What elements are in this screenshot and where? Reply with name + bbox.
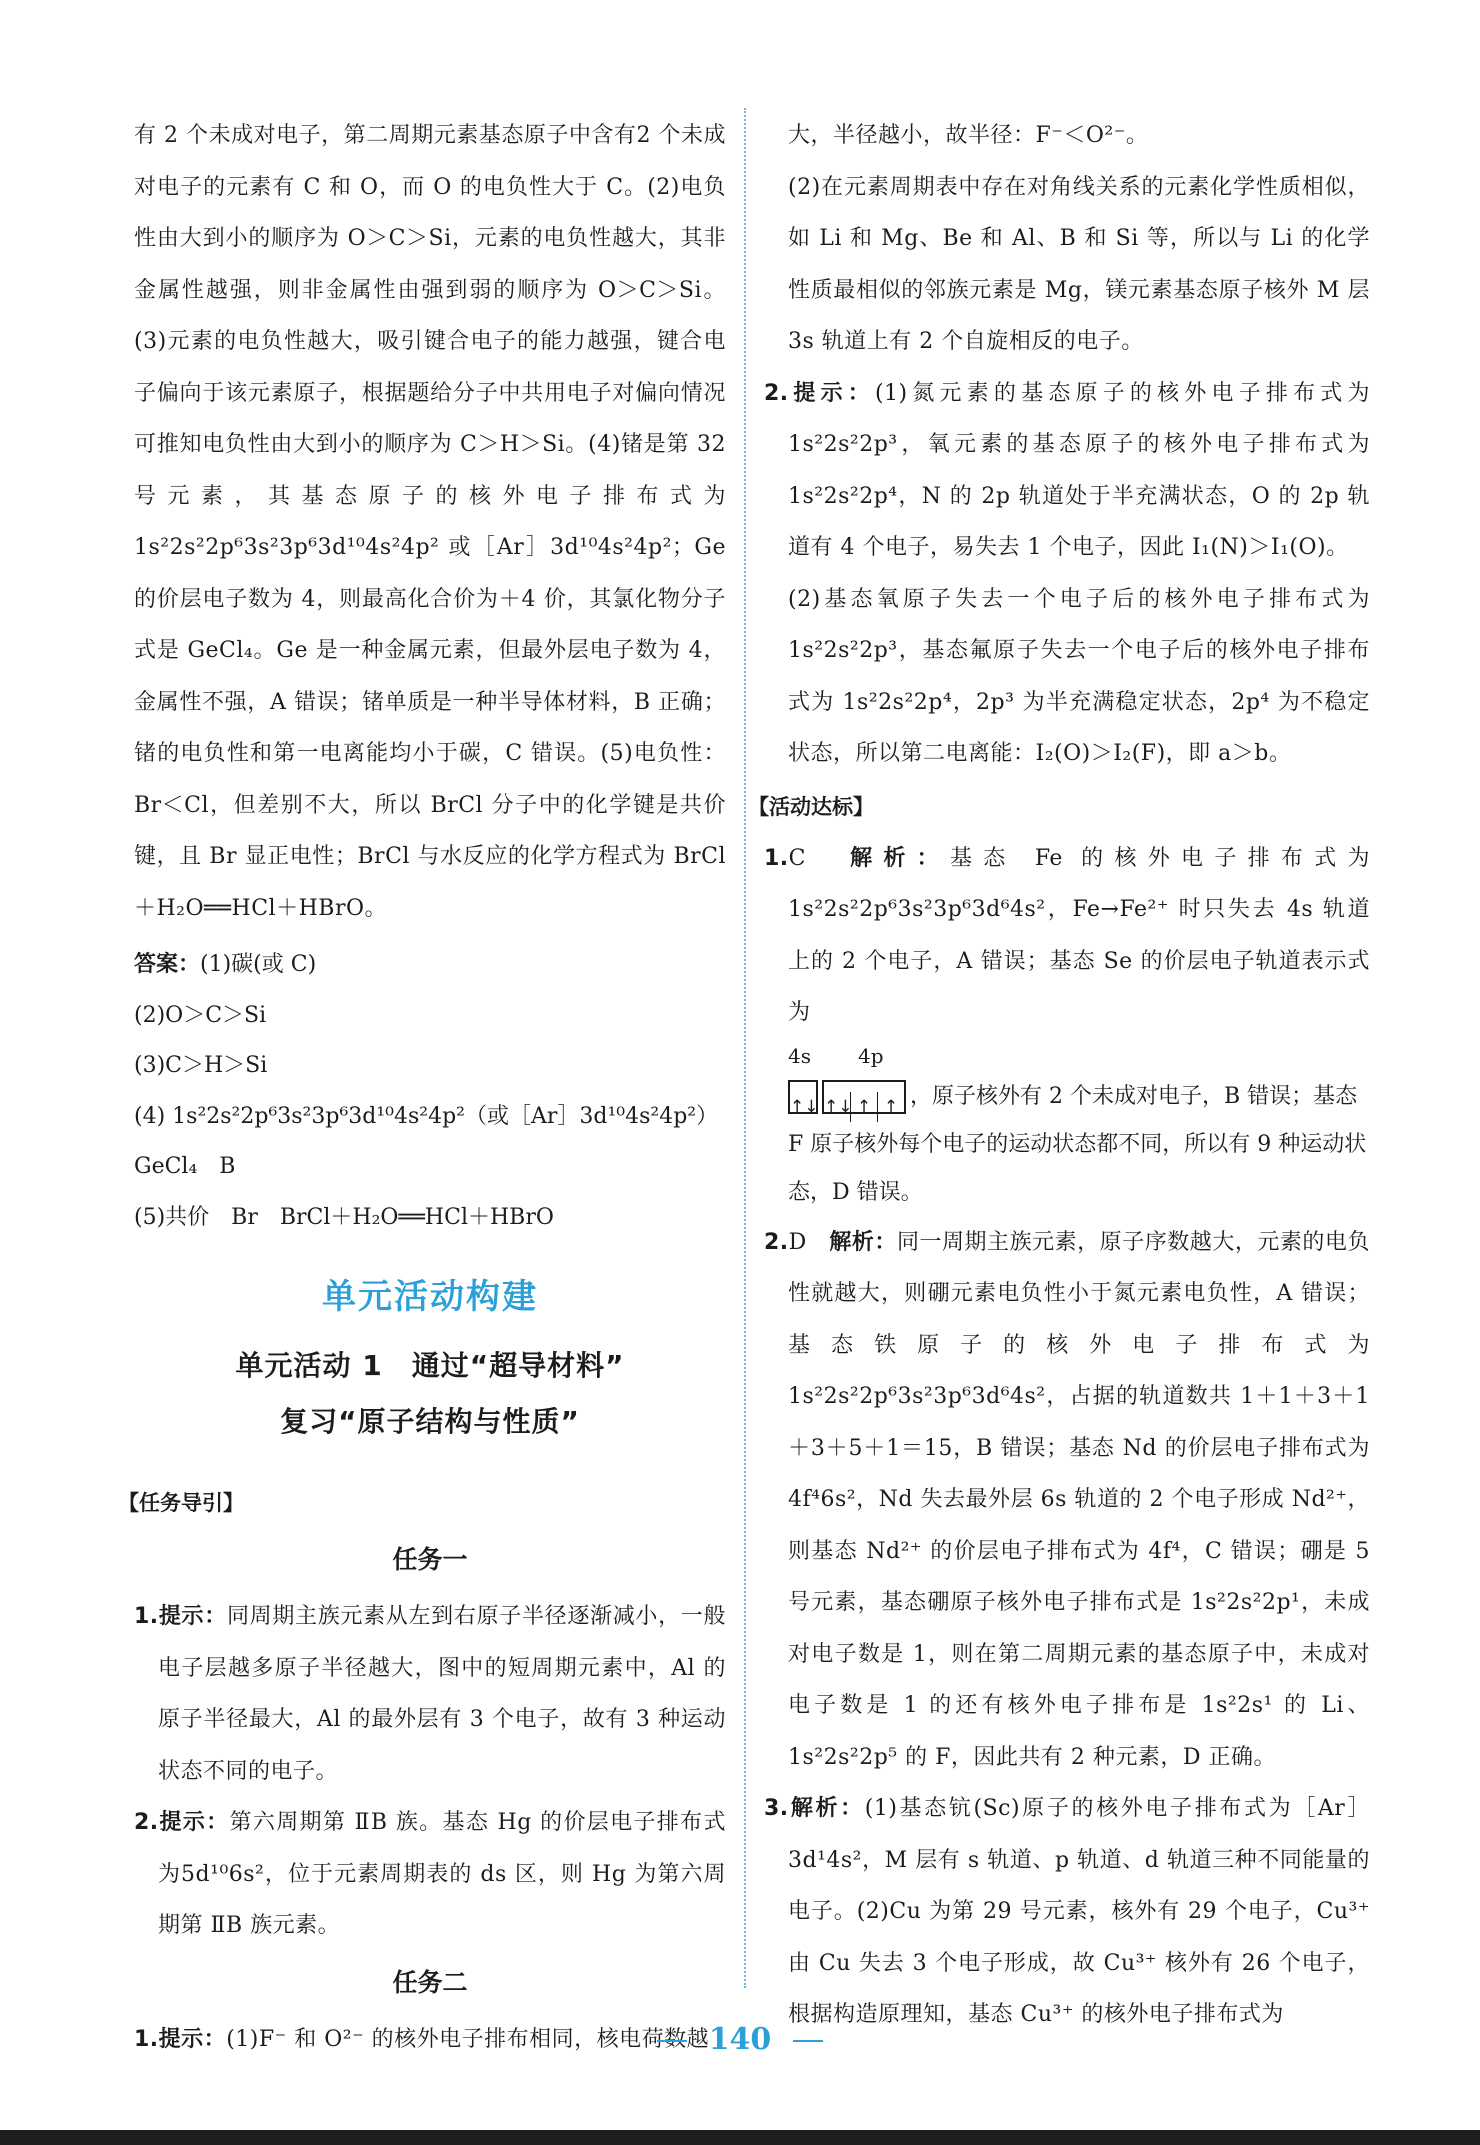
- hint-item: 1.提示：同周期主族元素从左到右原子半径逐渐减小，一般电子层越多原子半径越大，图中的短周期元素中，Al 的原子半径最大，Al 的最外层有 3 个电子，故有 3 种运动状态不同的电子。: [134, 1604, 726, 1784]
- unit-title-line-1: 单元活动 1 通过“超导材料”: [235, 1349, 625, 1382]
- explanation-paragraph: 有 2 个未成对电子，第二周期元素基态原子中含有2 个未成对电子的元素有 C 和 O，而 O 的电负性大于 C。(2)电负性由大到小的顺序为 O＞C＞Si，元素的电负性越大，其非金属性越强，则非金属性由强到弱的顺序为 O＞C＞Si。(3)元素的电负性越大，吸引键合电子的能力越强，键合电子偏向于该元素原子，根据题给分子中共用电子对偏向情况可推知电负性由大到小的顺序为 C＞H＞Si。(4)锗是第 32 号元素，其基态原子的核外电子排布式为 1s²2s²2p⁶3s²3p⁶3d¹⁰4s²4p² 或［Ar］3d¹⁰4s²4p²；Ge 的价层电子数为 4，则最高化合价为＋4 价，其氯化物分子式是 GeCl₄。Ge 是一种金属元素，但最外层电子数为 4，金属性不强，A 错误；锗单质是一种半导体材料，B 正确；锗的电负性和第一电离能均小于碳，C 错误。(5)电负性：Br＜Cl，但差别不大，所以 BrCl 分子中的化学键是共价键，且 Br 显正电性；BrCl 与水反应的化学方程式为 BrCl＋H₂O══HCl＋HBrO。: [134, 123, 726, 921]
- choice-answer: C: [788, 845, 807, 871]
- solution-item: 1.C 解析：基态 Fe 的核外电子排布式为 1s²2s²2p⁶3s²3p⁶3d⁶4s²，Fe→Fe²⁺ 时只失去 4s 轨道上的 2 个电子，A 错误；基态 Se 的价层电子轨道表示式为: [764, 845, 1370, 1025]
- answer-line: (3)C＞H＞Si: [134, 1053, 268, 1078]
- unit-title-line-2: 复习“原子结构与性质”: [280, 1405, 580, 1438]
- hint-item: 2.提示：第六周期第 ⅡB 族。基态 Hg 的价层电子排布式为5d¹⁰6s²，位于元素周期表的 ds 区，则 Hg 为第六周期第 ⅡB 族元素。: [134, 1810, 726, 1938]
- hint-item: 2.提示：(1)氮元素的基态原子的核外电子排布式为 1s²2s²2p³，氧元素的基态原子的核外电子排布式为 1s²2s²2p⁴，N 的 2p 轨道处于半充满状态，O 的 2p 轨道有 4 个电子，易失去 1 个电子，因此 I₁(N)＞I₁(O)。: [764, 380, 1370, 560]
- orbital-cell: ↑↓: [790, 1096, 819, 1117]
- continued-paragraph: 大，半径越小，故半径：F⁻＜O²⁻。: [788, 123, 1149, 148]
- orbital-labels: [764, 1039, 1370, 1073]
- answer-line: (4) 1s²2s²2p⁶3s²3p⁶3d¹⁰4s²4p²（或［Ar］3d¹⁰4s²4p²）: [134, 1103, 719, 1129]
- activity-heading: 【活动达标】: [748, 794, 874, 819]
- answer-line: (2)O＞C＞Si: [134, 1002, 267, 1028]
- orbital-cell: ↑: [883, 1096, 899, 1117]
- orbital-cell: ↑↓: [824, 1092, 851, 1122]
- electron-config: 1s²2s²2p⁶3s²3p⁶3d¹⁰4s²4p²: [134, 535, 440, 560]
- orbital-cell: ↑: [851, 1092, 878, 1122]
- solution-item: 3.解析：(1)基态钪(Sc)原子的核外电子排布式为［Ar］3d¹4s²，M 层有 s 轨道、p 轨道、d 轨道三种不同能量的电子。(2)Cu 为第 29 号元素，核外有 29 个电子，Cu³⁺ 由 Cu 失去 3 个电子形成，故 Cu³⁺ 核外有 26 个电子，根据构造原理知，基态 Cu³⁺ 的核外电子排布式为: [764, 1796, 1370, 2027]
- footer-dash-right: [793, 2040, 823, 2042]
- footer-dash-left: [657, 2040, 687, 2042]
- explanation-paragraph: (2)基态氧原子失去一个电子后的核外电子排布式为 1s²2s²2p³，基态氟原子失去一个电子后的核外电子排布式为 1s²2s²2p⁴，2p³ 为半充满稳定状态，2p⁴ 为不稳定状态，所以第二电离能：I₂(O)＞I₂(F)，即 a＞b。: [788, 586, 1370, 766]
- answer-line: (5)共价 Br BrCl＋H₂O══HCl＋HBrO: [134, 1204, 554, 1230]
- right-column: [748, 110, 1370, 2041]
- answer-label: 答案：: [134, 952, 201, 977]
- hint-item: 1.提示：(1)F⁻ 和 O²⁻ 的核外电子排布相同，核电荷数越: [134, 2026, 710, 2052]
- solution-item: 2.D 解析：同一周期主族元素，原子序数越大，元素的电负性就越大，则硼元素电负性小于氮元素电负性，A 错误；基态铁原子的核外电子排布式为 1s²2s²2p⁶3s²3p⁶3d⁶4s²，占据的轨道数共 1＋1＋3＋1＋3＋5＋1＝15，B 错误；基态 Nd 的价层电子排布式为 4f⁴6s²，Nd 失去最外层 6s 轨道的 2 个电子形成 Nd²⁺，则基态 Nd²⁺ 的价层电子排布式为 4f⁴，C 错误；硼是 5 号元素，基态硼原子核外电子排布式是 1s²2s²2p¹，未成对电子数是 1，则在第二周期元素的基态原子中，未成对电子数是 1 的还有核外电子排布是 1s²2s¹ 的 Li、1s²2s²2p⁵ 的 F，因此共有 2 种元素，D 正确。: [764, 1229, 1370, 1770]
- orbital-label-4p: 4p: [858, 1043, 884, 1068]
- orbital-diagram-line: ↑↓ ↑↓ ↑ ↑ ，原子核外有 2 个未成对电子，B 错误；基态 F 原子核外每个电子的运动状态都不同，所以有 9 种运动状态，D 错误。: [764, 1073, 1370, 1217]
- section-title: 单元活动构建: [322, 1277, 538, 1317]
- page-footer: [0, 2022, 1480, 2057]
- choice-answer: D: [788, 1229, 807, 1255]
- page-top-edge: [0, 0, 1480, 6]
- left-column: [118, 110, 726, 2065]
- answer-line: GeCl₄ B: [134, 1154, 236, 1179]
- orbital-box-4p: [822, 1080, 906, 1117]
- orbital-box-4s: [788, 1080, 819, 1117]
- explanation-paragraph: (2)在元素周期表中存在对角线关系的元素化学性质相似，如 Li 和 Mg、Be 和 Al、B 和 Si 等，所以与 Li 的化学性质最相似的邻族元素是 Mg，镁元素基态原子核外 M 层 3s 轨道上有 2 个自旋相反的电子。: [788, 174, 1370, 354]
- task-two-title: 任务二: [392, 1967, 468, 1997]
- column-divider: [744, 108, 746, 1988]
- answer-line: 答案：(1)碳(或 C): [134, 952, 317, 977]
- page-number: 140: [708, 2022, 772, 2057]
- task-one-title: 任务一: [392, 1545, 468, 1574]
- orbital-label-4s: 4s: [788, 1043, 811, 1068]
- task-guide-heading: 【任务导引】: [118, 1491, 244, 1515]
- bottom-scan-band: [0, 2130, 1480, 2145]
